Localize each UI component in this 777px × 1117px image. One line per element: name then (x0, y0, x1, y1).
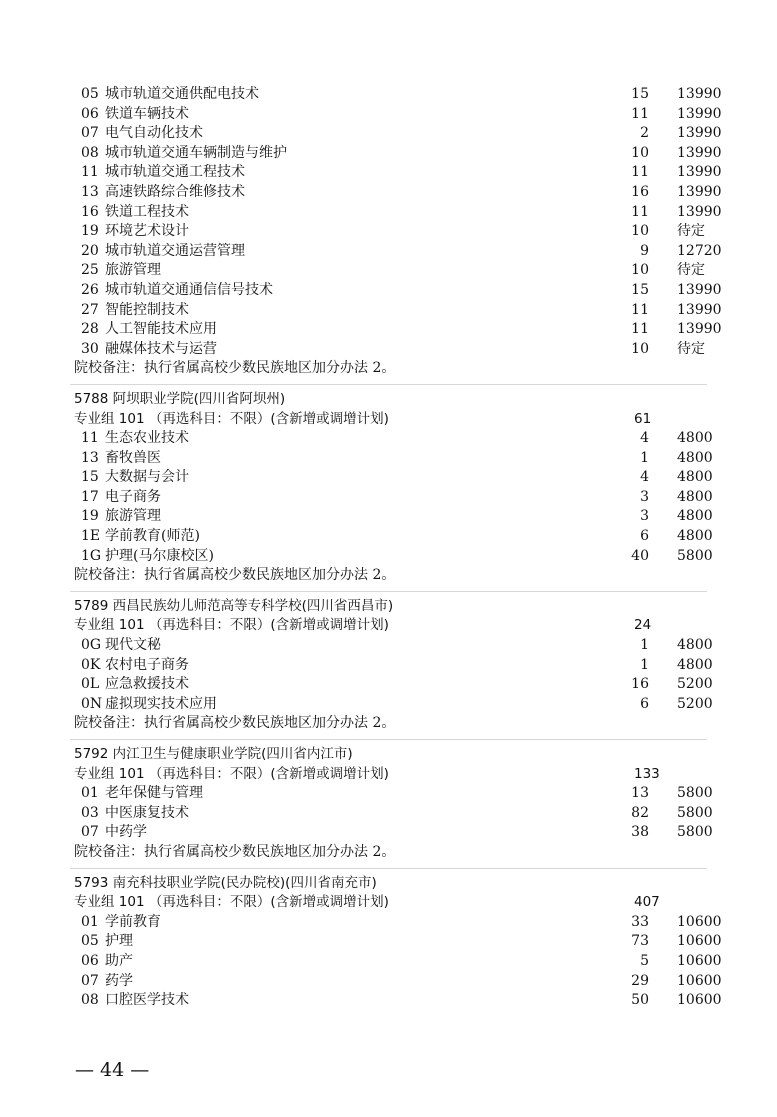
major-name: 铁道工程技术 (105, 203, 189, 220)
major-code: 08 (81, 144, 99, 161)
tuition-fee: 5800 (677, 547, 713, 564)
major-code: 07 (81, 972, 99, 989)
major-name: 城市轨道交通运营管理 (105, 242, 245, 259)
major-row (0, 85, 777, 105)
major-code: 11 (81, 430, 99, 447)
major-group-header (0, 410, 777, 430)
plan-count: 6 (640, 528, 649, 545)
major-code: 07 (81, 824, 99, 841)
plan-count: 11 (631, 105, 649, 122)
major-row (0, 636, 777, 656)
tuition-fee: 待定 (677, 340, 705, 357)
tuition-fee: 13990 (677, 125, 722, 142)
major-row (0, 932, 777, 952)
plan-count: 15 (631, 281, 649, 298)
major-code: 28 (81, 321, 99, 338)
plan-count: 11 (631, 203, 649, 220)
school-note-text: 院校备注：执行省属高校少数民族地区加分办法 2。 (74, 843, 396, 860)
plan-count: 73 (631, 933, 649, 950)
major-code: 05 (81, 933, 99, 950)
major-code: 0L (81, 676, 100, 693)
major-code: 19 (81, 508, 99, 525)
major-name: 电气自动化技术 (105, 125, 203, 142)
major-code: 1E (81, 528, 101, 545)
school-name: 5793 南充科技职业学院(民办院校)(四川省南充市) (74, 874, 377, 891)
tuition-fee: 4800 (677, 637, 713, 654)
major-name: 城市轨道交通车辆制造与维护 (105, 144, 287, 161)
tuition-fee: 4800 (677, 469, 713, 486)
plan-count: 33 (631, 913, 649, 930)
school-note-text: 院校备注：执行省属高校少数民族地区加分办法 2。 (74, 715, 396, 732)
major-code: 1G (81, 547, 102, 564)
major-row (0, 507, 777, 527)
school-section (0, 597, 777, 734)
major-row (0, 991, 777, 1011)
major-code: 19 (81, 223, 99, 240)
major-code: 13 (81, 183, 99, 200)
major-name: 城市轨道交通工程技术 (105, 164, 245, 181)
tuition-fee: 5200 (677, 695, 713, 712)
major-row (0, 972, 777, 992)
school-header (0, 597, 777, 617)
major-row (0, 203, 777, 223)
major-code: 06 (81, 952, 99, 969)
major-name: 学前教育(师范) (105, 528, 200, 545)
major-group-header (0, 765, 777, 785)
section-divider (70, 868, 707, 869)
plan-count: 15 (631, 86, 649, 102)
tuition-fee: 13990 (677, 105, 722, 122)
major-name: 畜牧兽医 (105, 449, 161, 466)
major-code: 26 (81, 281, 99, 298)
plan-count: 9 (640, 242, 649, 259)
school-header (0, 745, 777, 765)
major-name: 药学 (105, 972, 133, 989)
major-row (0, 913, 777, 933)
major-row (0, 468, 777, 488)
tuition-fee: 4800 (677, 430, 713, 447)
major-row (0, 340, 777, 360)
major-name: 现代文秘 (105, 637, 161, 654)
plan-count: 1 (640, 637, 649, 654)
tuition-fee: 13990 (677, 86, 722, 102)
major-code: 01 (81, 913, 99, 930)
tuition-fee: 10600 (677, 972, 722, 989)
major-code: 11 (81, 164, 99, 181)
school-header (0, 874, 777, 894)
major-name: 学前教育 (105, 913, 161, 930)
group-label: 专业组 101 （再选科目：不限）(含新增或调增计划) (74, 765, 389, 782)
tuition-fee: 4800 (677, 488, 713, 505)
plan-count: 16 (631, 183, 649, 200)
school-name: 5792 内江卫生与健康职业学院(四川省内江市) (74, 746, 353, 762)
major-name: 口腔医学技术 (105, 992, 189, 1009)
major-row (0, 488, 777, 508)
major-code: 03 (81, 804, 99, 821)
group-label: 专业组 101 （再选科目：不限）(含新增或调增计划) (74, 410, 389, 427)
major-row (0, 124, 777, 144)
major-code: 25 (81, 262, 99, 279)
school-note-text: 院校备注：执行省属高校少数民族地区加分办法 2。 (74, 360, 396, 377)
plan-count: 6 (640, 695, 649, 712)
section-divider (70, 591, 707, 592)
major-name: 环境艺术设计 (105, 223, 189, 240)
tuition-fee: 5200 (677, 676, 713, 693)
school-name: 5789 西昌民族幼儿师范高等专科学校(四川省西昌市) (74, 597, 394, 614)
major-row (0, 242, 777, 262)
major-code: 08 (81, 992, 99, 1009)
major-name: 护理(马尔康校区) (105, 547, 214, 564)
major-code: 13 (81, 449, 99, 466)
plan-count: 11 (631, 164, 649, 181)
school-section (0, 85, 777, 379)
section-divider (70, 384, 707, 385)
major-code: 0K (81, 656, 101, 673)
major-row (0, 222, 777, 242)
group-label: 专业组 101 （再选科目：不限）(含新增或调增计划) (74, 894, 389, 911)
major-row (0, 823, 777, 843)
major-code: 20 (81, 242, 99, 259)
plan-count: 16 (631, 676, 649, 693)
tuition-fee: 10600 (677, 933, 722, 950)
major-name: 旅游管理 (105, 262, 161, 279)
major-row (0, 429, 777, 449)
major-name: 农村电子商务 (105, 656, 189, 673)
major-code: 27 (81, 301, 99, 318)
major-code: 15 (81, 469, 99, 486)
major-group-header (0, 616, 777, 636)
plan-count: 11 (631, 301, 649, 318)
tuition-fee: 13990 (677, 183, 722, 200)
plan-count: 2 (640, 125, 649, 142)
major-name: 城市轨道交通供配电技术 (105, 86, 259, 102)
major-row (0, 527, 777, 547)
plan-count: 1 (640, 656, 649, 673)
major-name: 铁道车辆技术 (105, 105, 189, 122)
school-section (0, 874, 777, 1011)
tuition-fee: 4800 (677, 528, 713, 545)
tuition-fee: 待定 (677, 262, 705, 279)
school-note (0, 843, 777, 863)
school-section (0, 390, 777, 586)
school-note (0, 714, 777, 734)
major-name: 旅游管理 (105, 508, 161, 525)
major-name: 融媒体技术与运营 (105, 340, 217, 357)
tuition-fee: 4800 (677, 449, 713, 466)
plan-count: 29 (631, 972, 649, 989)
plan-count: 11 (631, 321, 649, 338)
major-row (0, 163, 777, 183)
plan-count: 10 (631, 144, 649, 161)
school-section (0, 745, 777, 863)
major-name: 中医康复技术 (105, 804, 189, 821)
school-note (0, 566, 777, 586)
major-group-header (0, 893, 777, 913)
major-name: 中药学 (105, 824, 147, 841)
tuition-fee: 13990 (677, 321, 722, 338)
tuition-fee: 13990 (677, 144, 722, 161)
tuition-fee: 10600 (677, 952, 722, 969)
major-code: 16 (81, 203, 99, 220)
major-row (0, 281, 777, 301)
school-header (0, 390, 777, 410)
major-name: 人工智能技术应用 (105, 321, 217, 338)
plan-count: 3 (640, 488, 649, 505)
group-label: 专业组 101 （再选科目：不限）(含新增或调增计划) (74, 617, 389, 634)
school-name: 5788 阿坝职业学院(四川省阿坝州) (74, 390, 286, 407)
admission-plan-table (0, 85, 777, 1011)
major-code: 0G (81, 637, 102, 654)
major-row (0, 320, 777, 340)
major-code: 17 (81, 488, 99, 505)
group-total: 133 (634, 765, 660, 782)
plan-count: 10 (631, 223, 649, 240)
major-code: 05 (81, 86, 99, 102)
major-row (0, 804, 777, 824)
plan-count: 13 (631, 785, 649, 802)
major-code: 01 (81, 785, 99, 802)
group-total: 407 (634, 894, 660, 911)
major-name: 老年保健与管理 (105, 785, 203, 802)
school-note (0, 359, 777, 379)
plan-count: 4 (640, 430, 649, 447)
major-name: 虚拟现实技术应用 (105, 695, 217, 712)
plan-count: 1 (640, 449, 649, 466)
plan-count: 3 (640, 508, 649, 525)
tuition-fee: 10600 (677, 913, 722, 930)
tuition-fee: 10600 (677, 992, 722, 1009)
major-name: 高速铁路综合维修技术 (105, 183, 245, 200)
tuition-fee: 4800 (677, 508, 713, 525)
tuition-fee: 13990 (677, 281, 722, 298)
major-code: 0N (81, 695, 103, 712)
tuition-fee: 5800 (677, 824, 713, 841)
major-row (0, 547, 777, 567)
major-row (0, 105, 777, 125)
major-code: 30 (81, 340, 99, 357)
plan-count: 38 (631, 824, 649, 841)
major-name: 生态农业技术 (105, 430, 189, 447)
tuition-fee: 13990 (677, 164, 722, 181)
major-code: 06 (81, 105, 99, 122)
group-total: 24 (634, 617, 652, 634)
major-name: 城市轨道交通通信信号技术 (105, 281, 273, 298)
tuition-fee: 4800 (677, 656, 713, 673)
tuition-fee: 待定 (677, 223, 705, 240)
school-note-text: 院校备注：执行省属高校少数民族地区加分办法 2。 (74, 567, 396, 584)
major-name: 助产 (105, 952, 133, 969)
group-total: 61 (634, 410, 652, 427)
plan-count: 10 (631, 340, 649, 357)
plan-count: 4 (640, 469, 649, 486)
major-row (0, 952, 777, 972)
plan-count: 10 (631, 262, 649, 279)
plan-count: 50 (631, 992, 649, 1009)
major-row (0, 183, 777, 203)
major-row (0, 784, 777, 804)
page-number: — 44 — (75, 1059, 150, 1081)
major-row (0, 656, 777, 676)
plan-count: 5 (640, 952, 649, 969)
section-divider (70, 739, 707, 740)
major-row (0, 695, 777, 715)
tuition-fee: 5800 (677, 804, 713, 821)
tuition-fee: 5800 (677, 785, 713, 802)
major-row (0, 675, 777, 695)
major-name: 大数据与会计 (105, 469, 189, 486)
major-name: 电子商务 (105, 488, 161, 505)
major-row (0, 261, 777, 281)
major-row (0, 301, 777, 321)
major-code: 07 (81, 125, 99, 142)
major-name: 护理 (105, 933, 133, 950)
tuition-fee: 13990 (677, 301, 722, 318)
major-row (0, 144, 777, 164)
major-name: 智能控制技术 (105, 301, 189, 318)
major-name: 应急救援技术 (105, 676, 189, 693)
tuition-fee: 12720 (677, 242, 722, 259)
plan-count: 82 (631, 804, 649, 821)
major-row (0, 449, 777, 469)
plan-count: 40 (631, 547, 649, 564)
tuition-fee: 13990 (677, 203, 722, 220)
